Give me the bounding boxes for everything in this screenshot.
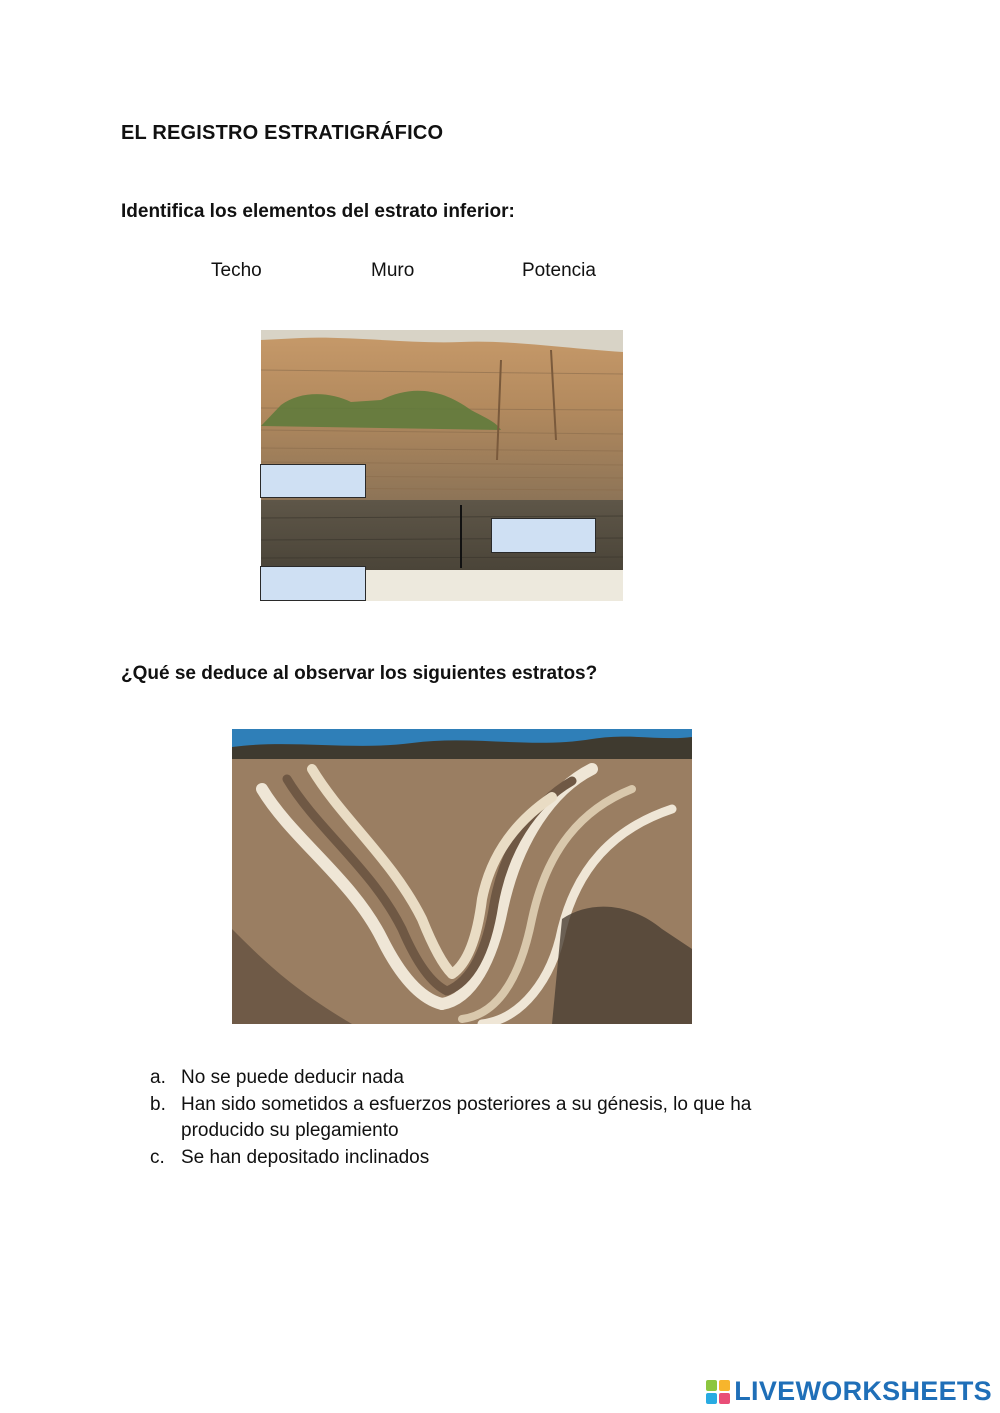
option-text: No se puede deducir nada (181, 1067, 404, 1088)
drop-zone-3[interactable] (260, 566, 366, 601)
answer-option-a[interactable] (150, 1065, 830, 1092)
word-option-muro[interactable]: Muro (371, 260, 415, 281)
drop-zone-2[interactable] (491, 518, 596, 553)
page-title: EL REGISTRO ESTRATIGRÁFICO (121, 122, 444, 144)
option-letter: a. (150, 1067, 166, 1088)
option-text: Han sido sometidos a esfuerzos posteriores a su génesis, lo que ha producido su plegamiento (181, 1093, 752, 1141)
word-option-techo[interactable]: Techo (211, 260, 262, 281)
brand-name: LIVEWORKSHEETS (734, 1376, 992, 1406)
folded-strata-photo (232, 729, 692, 1024)
option-letter: b. (150, 1093, 166, 1115)
question-1-prompt: Identifica los elementos del estrato inferior: (121, 201, 515, 222)
word-option-potencia[interactable]: Potencia (522, 260, 596, 281)
question-2-prompt: ¿Qué se deduce al observar los siguientes estratos? (121, 663, 598, 684)
option-letter: c. (150, 1146, 165, 1168)
answer-options (150, 1065, 830, 1171)
liveworksheets-brand (706, 1376, 992, 1407)
answer-option-b[interactable] (150, 1092, 830, 1145)
answer-option-c[interactable] (150, 1145, 830, 1172)
liveworksheets-logo-icon (706, 1380, 730, 1404)
option-text: Se han depositado inclinados (181, 1146, 430, 1168)
drop-zone-1[interactable] (260, 464, 366, 498)
